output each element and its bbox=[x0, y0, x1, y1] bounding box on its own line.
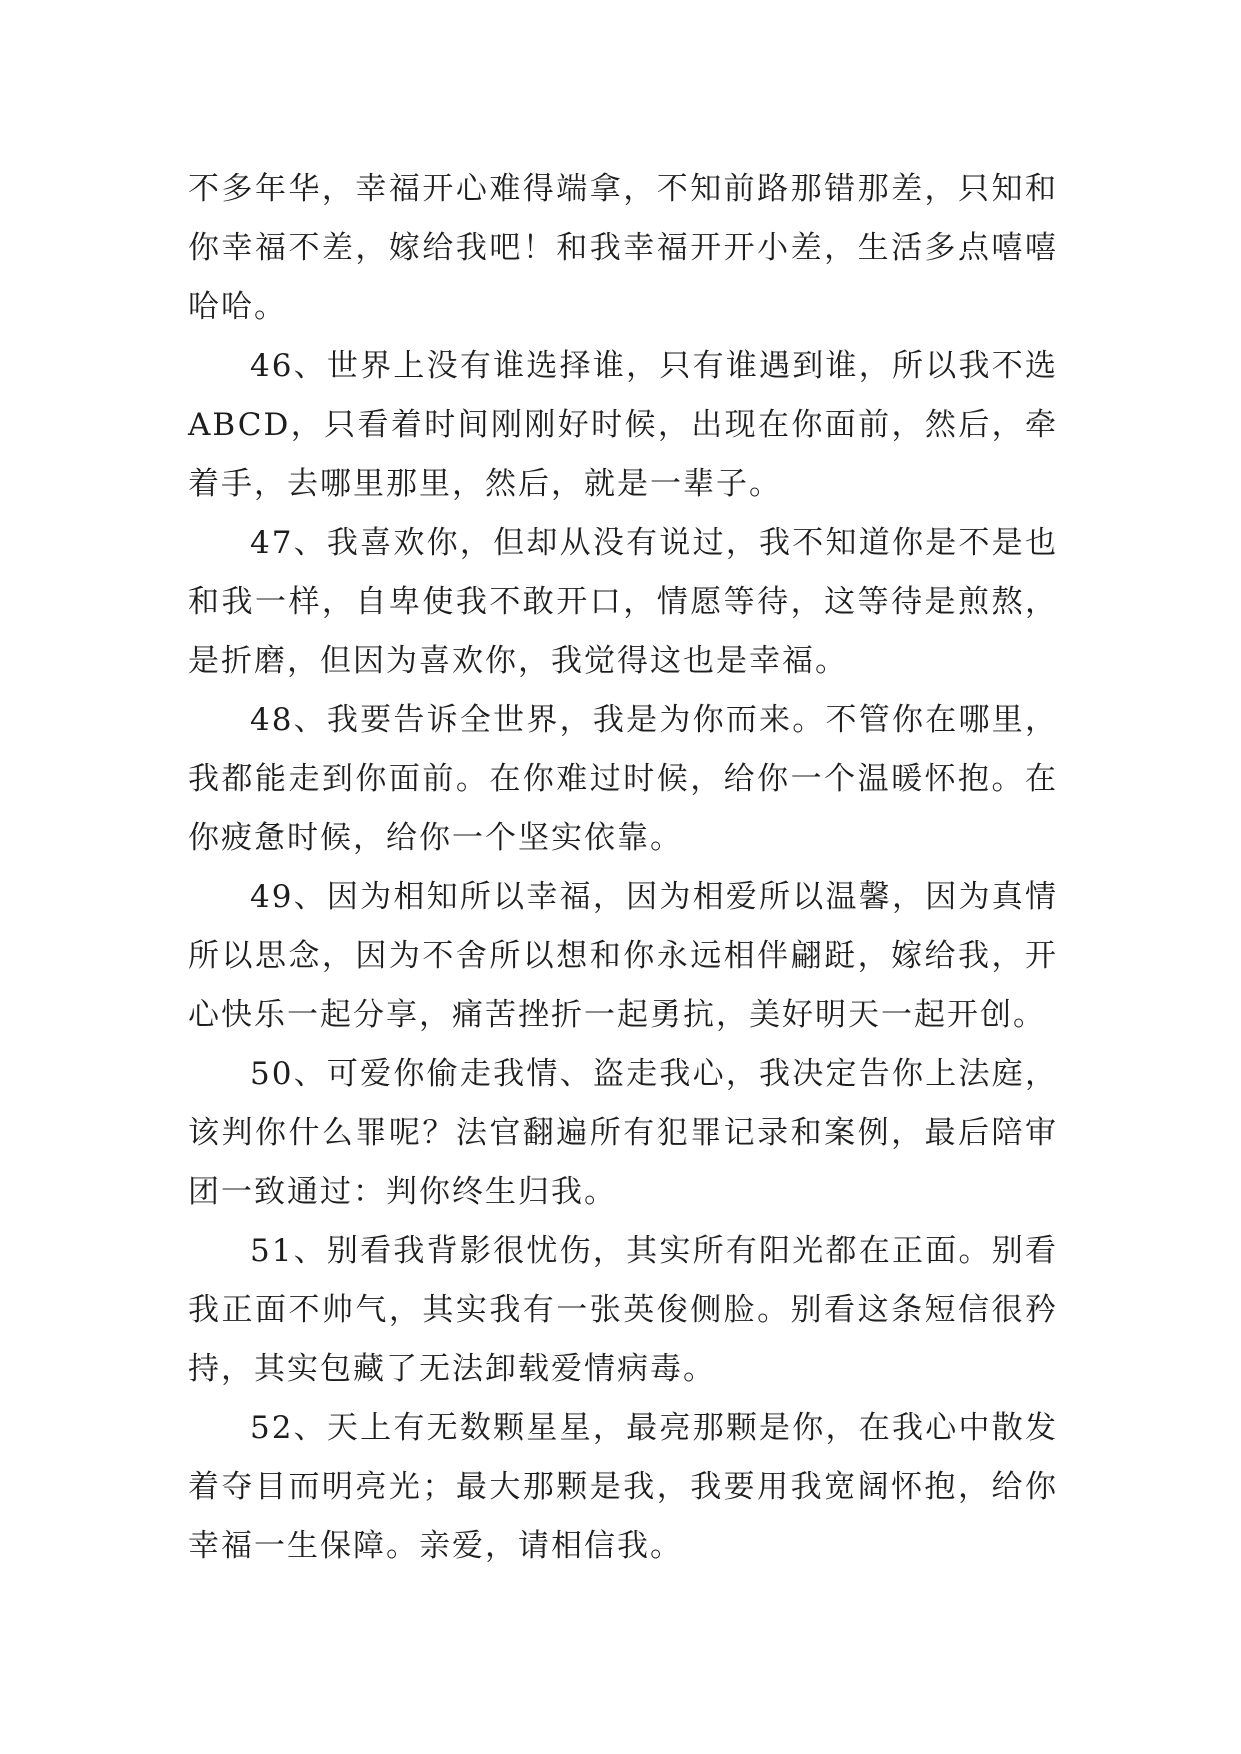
paragraph-continued: 不多年华，幸福开心难得端拿，不知前路那错那差，只知和你幸福不差，嫁给我吧！和我幸福开开小差，生活多点嘻嘻哈哈。 bbox=[188, 171, 1058, 325]
paragraph-50: 50、可爱你偷走我情、盗走我心，我决定告你上法庭，该判你什么罪呢？法官翻遍所有犯罪记录和案例，最后陪审团一致通过：判你终生归我。 bbox=[188, 1056, 1058, 1210]
paragraph-49: 49、因为相知所以幸福，因为相爱所以温馨，因为真情所以思念，因为不舍所以想和你永远相伴翩跹，嫁给我，开心快乐一起分享，痛苦挫折一起勇抗，美好明天一起开创。 bbox=[188, 879, 1058, 1033]
paragraph-48: 48、我要告诉全世界，我是为你而来。不管你在哪里，我都能走到你面前。在你难过时候，给你一个温暖怀抱。在你疲惫时候，给你一个坚实依靠。 bbox=[188, 702, 1058, 856]
paragraph-47: 47、我喜欢你，但却从没有说过，我不知道你是不是也和我一样，自卑使我不敢开口，情愿等待，这等待是煎熬，是折磨，但因为喜欢你，我觉得这也是幸福。 bbox=[188, 525, 1058, 679]
paragraph-51: 51、别看我背影很忧伤，其实所有阳光都在正面。别看我正面不帅气，其实我有一张英俊侧脸。别看这条短信很矜持，其实包藏了无法卸载爱情病毒。 bbox=[188, 1233, 1058, 1387]
paragraph-52: 52、天上有无数颗星星，最亮那颗是你，在我心中散发着夺目而明亮光；最大那颗是我，我要用我宽阔怀抱，给你幸福一生保障。亲爱，请相信我。 bbox=[188, 1410, 1058, 1564]
document-body bbox=[188, 160, 1058, 1576]
paragraph-46: 46、世界上没有谁选择谁，只有谁遇到谁，所以我不选ABCD，只看着时间刚刚好时候，出现在你面前，然后，牵着手，去哪里那里，然后，就是一辈子。 bbox=[188, 348, 1058, 502]
